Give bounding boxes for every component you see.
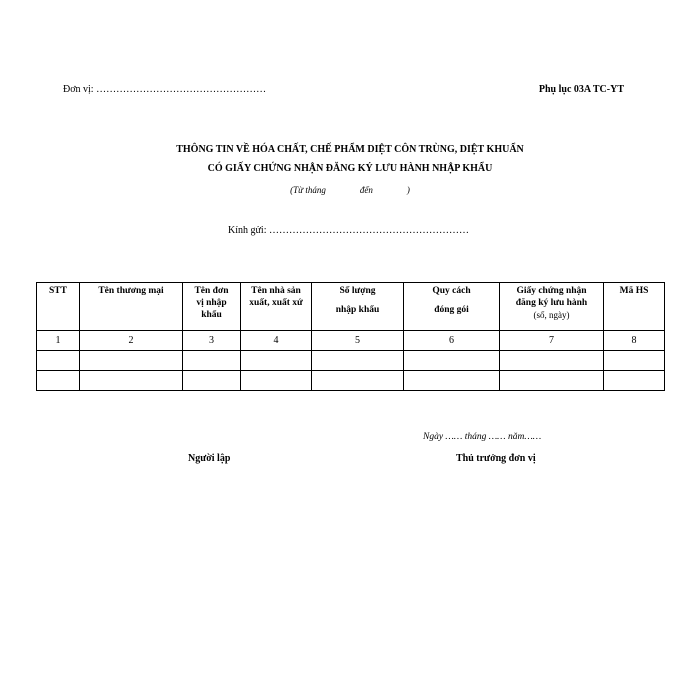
column-number: 6: [404, 331, 500, 351]
date-line: Ngày …… tháng …… năm……: [423, 432, 542, 442]
period-from: (Từ tháng: [290, 185, 326, 195]
unit-label: Đơn vị: ……………………………………………: [63, 84, 267, 95]
column-number: 8: [604, 331, 665, 351]
col-header-hs-code: Mã HS: [604, 283, 665, 331]
table-cell: [312, 371, 404, 391]
table-cell: [500, 371, 604, 391]
chemical-info-table: [36, 282, 665, 391]
table-cell: [312, 351, 404, 371]
reporting-period: [0, 185, 700, 195]
table-cell: [80, 371, 183, 391]
column-number: 2: [80, 331, 183, 351]
table-cell: [183, 371, 241, 391]
col-header-quantity: Số lượng nhập khẩu: [312, 283, 404, 331]
table-row: [37, 331, 665, 351]
table-cell: [604, 351, 665, 371]
col-header-importer: Tên đơn vị nhập khẩu: [183, 283, 241, 331]
table-cell: [241, 351, 312, 371]
col-header-stt: STT: [37, 283, 80, 331]
table-cell: [604, 371, 665, 391]
document-title-line-2: CÓ GIẤY CHỨNG NHẬN ĐĂNG KÝ LƯU HÀNH NHẬP KHẨU: [207, 163, 493, 174]
column-number: 7: [500, 331, 604, 351]
table-cell: [80, 351, 183, 371]
table-cell: [404, 351, 500, 371]
table-cell: [183, 351, 241, 371]
period-close: ): [406, 185, 410, 195]
table-cell: [37, 351, 80, 371]
table-cell: [241, 371, 312, 391]
col-header-registration-certificate: Giấy chứng nhận đăng ký lưu hành (số, ngày): [500, 283, 604, 331]
table-row: [37, 351, 665, 371]
table-row: [37, 371, 665, 391]
table-cell: [500, 351, 604, 371]
document-title-line-1: THÔNG TIN VỀ HÓA CHẤT, CHẾ PHẨM DIỆT CÔN TRÙNG, DIỆT KHUẨN: [176, 144, 524, 155]
appendix-label: Phụ lục 03A TC-YT: [538, 84, 624, 95]
head-of-unit-signature-label: Thủ trưởng đơn vị: [456, 453, 536, 464]
period-to: đến: [359, 185, 373, 195]
column-number: 1: [37, 331, 80, 351]
column-number: 3: [183, 331, 241, 351]
column-number: 4: [241, 331, 312, 351]
column-number: 5: [312, 331, 404, 351]
col-header-manufacturer: Tên nhà sản xuất, xuất xứ: [241, 283, 312, 331]
table-cell: [404, 371, 500, 391]
table-cell: [37, 371, 80, 391]
preparer-signature-label: Người lập: [188, 453, 231, 464]
col-header-packaging: Quy cách đóng gói: [404, 283, 500, 331]
table-header-row: [37, 283, 665, 331]
col-header-trade-name: Tên thương mại: [80, 283, 183, 331]
recipient-line: Kính gửi: ……………………………………………………: [228, 225, 469, 236]
